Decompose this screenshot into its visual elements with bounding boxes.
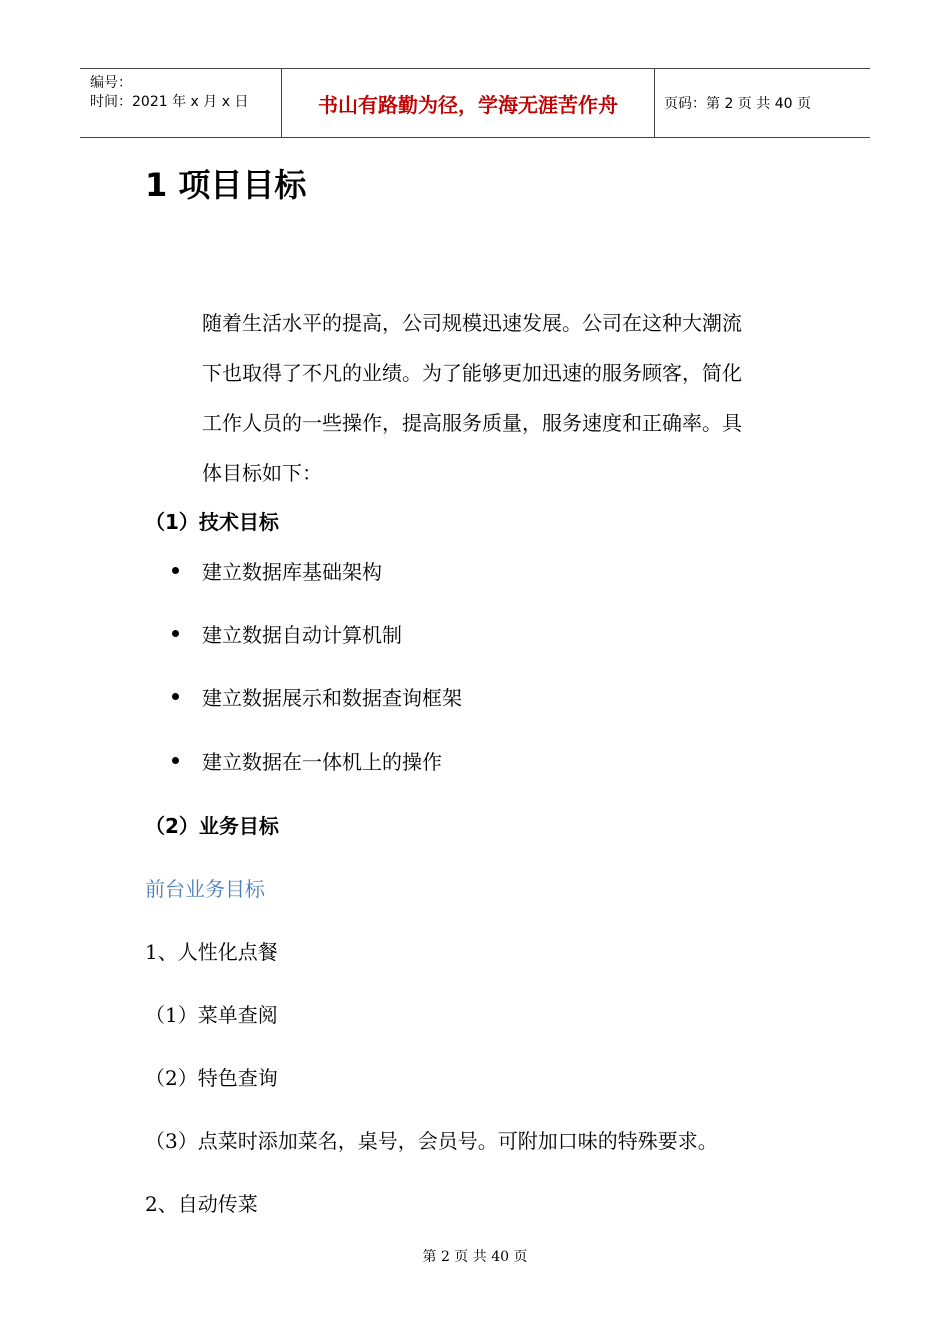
header-motto: 书山有路勤为径，学海无涯苦作舟	[282, 69, 655, 137]
intro-paragraph	[202, 298, 812, 498]
frontdesk-item: （2）特色查询	[145, 1066, 278, 1090]
frontdesk-item: （1）菜单查阅	[145, 1003, 278, 1027]
header-left-cell	[80, 69, 282, 137]
bullet-icon	[172, 693, 179, 700]
business-goal-heading: （2）业务目标	[145, 814, 279, 838]
section-title: 1 项目目标	[145, 166, 307, 204]
header-page-info: 页码：第 2 页 共 40 页	[664, 96, 811, 112]
bullet-icon	[172, 567, 179, 574]
intro-line: 工作人员的一些操作，提高服务质量，服务速度和正确率。具	[202, 411, 742, 435]
frontdesk-heading: 前台业务目标	[145, 877, 265, 901]
page-header	[80, 68, 870, 138]
document-date-label: 时间：2021 年 x 月 x 日	[90, 94, 249, 110]
intro-line: 体目标如下：	[202, 461, 322, 485]
tech-goal-heading: （1）技术目标	[145, 510, 279, 534]
frontdesk-item: （3）点菜时添加菜名，桌号，会员号。可附加口味的特殊要求。	[145, 1129, 718, 1153]
frontdesk-item: 1、人性化点餐	[145, 940, 278, 964]
document-number-label: 编号：	[90, 75, 132, 91]
tech-goal-item: 建立数据自动计算机制	[202, 623, 402, 647]
intro-line: 随着生活水平的提高，公司规模迅速发展。公司在这种大潮流	[202, 311, 742, 335]
tech-goal-item: 建立数据展示和数据查询框架	[202, 686, 462, 710]
tech-goal-item: 建立数据在一体机上的操作	[202, 750, 442, 774]
frontdesk-item: 2、自动传菜	[145, 1192, 258, 1216]
tech-goal-item: 建立数据库基础架构	[202, 560, 382, 584]
bullet-icon	[172, 630, 179, 637]
intro-line: 下也取得了不凡的业绩。为了能够更加迅速的服务顾客，简化	[202, 361, 742, 385]
bullet-icon	[172, 757, 179, 764]
page-footer: 第 2 页 共 40 页	[422, 1249, 528, 1265]
